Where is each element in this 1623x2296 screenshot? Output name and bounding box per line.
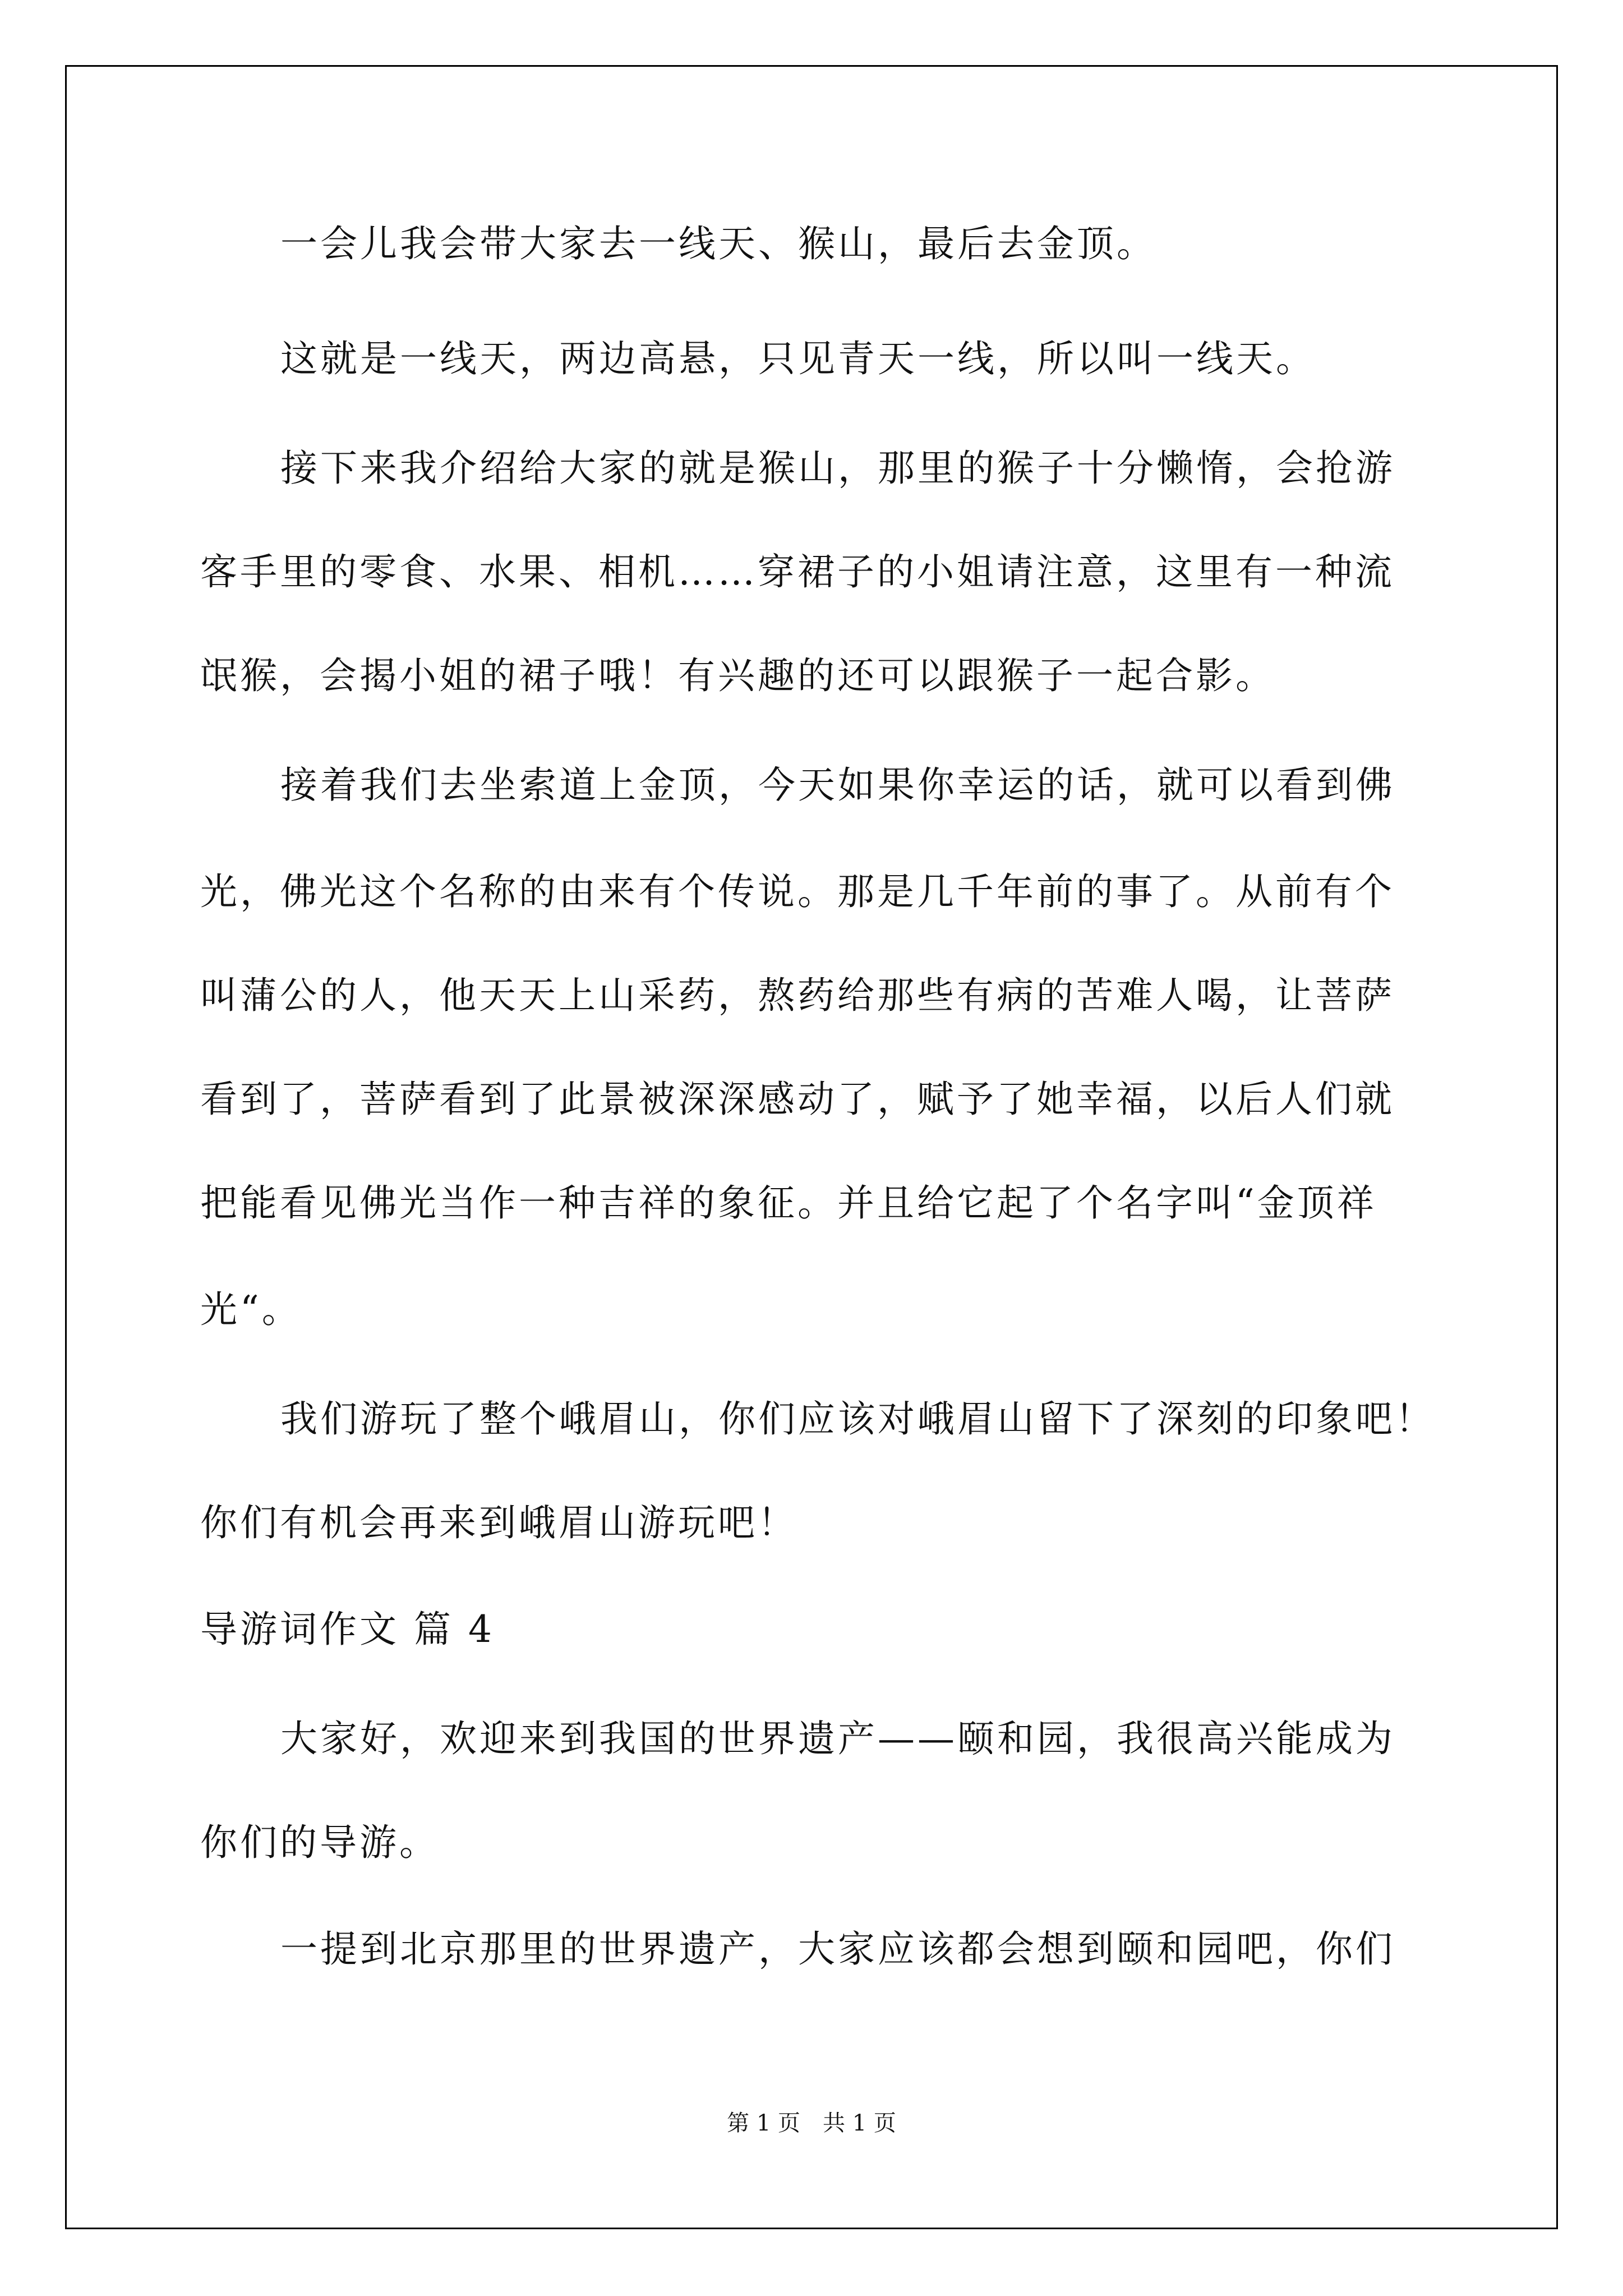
text-line: 接着我们去坐索道上金顶，今天如果你幸运的话，就可以看到佛 — [280, 763, 1395, 807]
text-line: 客手里的零食、水果、相机……穿裙子的小姐请注意，这里有一种流 — [200, 550, 1395, 593]
text-line: 光“。 — [200, 1288, 302, 1331]
text-line: 光，佛光这个名称的由来有个传说。那是几千年前的事了。从前有个 — [200, 870, 1395, 913]
page-number-footer: 第 1 页 共 1 页 — [727, 2110, 896, 2136]
text-line: 大家好，欢迎来到我国的世界遗产——颐和园，我很高兴能成为 — [280, 1717, 1395, 1760]
text-line: 看到了，菩萨看到了此景被深深感动了，赋予了她幸福，以后人们就 — [200, 1078, 1395, 1121]
text-line: 把能看见佛光当作一种吉祥的象征。并且给它起了个名字叫“金顶祥 — [200, 1181, 1377, 1225]
text-line: 叫蒲公的人，他天天上山采药，熬药给那些有病的苦难人喝，让菩萨 — [200, 974, 1395, 1017]
text-line: 一会儿我会带大家去一线天、猴山，最后去金顶。 — [280, 222, 1156, 265]
section-heading: 导游词作文 篇 4 — [200, 1608, 495, 1651]
text-line: 我们游玩了整个峨眉山，你们应该对峨眉山留下了深刻的印象吧！ — [280, 1397, 1435, 1441]
text-line: 你们有机会再来到峨眉山游玩吧！ — [200, 1501, 797, 1544]
text-line: 这就是一线天，两边高悬，只见青天一线，所以叫一线天。 — [280, 337, 1316, 380]
text-line: 氓猴，会揭小姐的裙子哦！有兴趣的还可以跟猴子一起合影。 — [200, 654, 1275, 697]
text-line: 接下来我介绍给大家的就是猴山，那里的猴子十分懒惰，会抢游 — [280, 447, 1395, 490]
page-border — [65, 65, 1558, 2229]
text-line: 一提到北京那里的世界遗产，大家应该都会想到颐和园吧，你们 — [280, 1927, 1395, 1971]
text-line: 你们的导游。 — [200, 1821, 439, 1864]
